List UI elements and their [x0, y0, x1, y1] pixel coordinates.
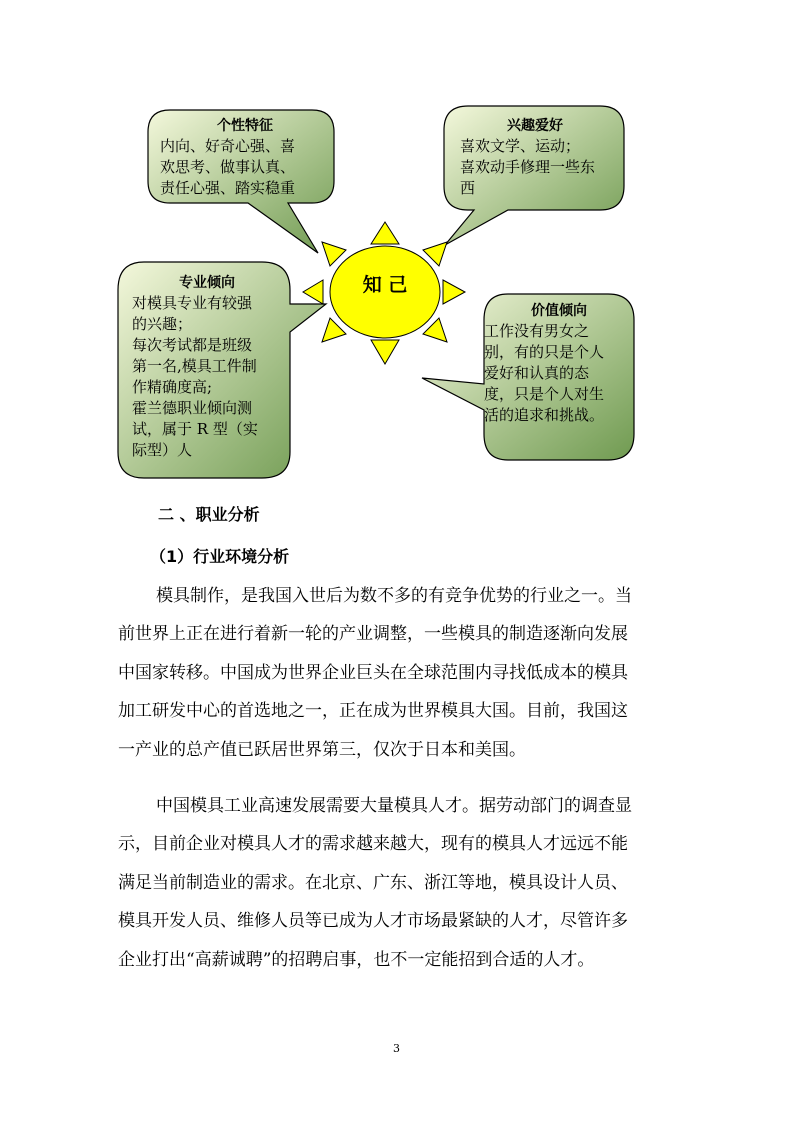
- value-line: 活的追求和挑战。: [484, 406, 605, 424]
- sun-ray-right: [443, 280, 465, 304]
- value-line: 工作没有男女之: [484, 322, 590, 340]
- sun-ray-top: [371, 222, 399, 244]
- major-line: 作精确度高;: [132, 378, 213, 396]
- self-knowledge-diagram: [0, 0, 793, 490]
- major-line: 对模具专业有较强: [132, 294, 253, 312]
- sun-ray-left: [303, 280, 323, 304]
- value-line: 爱好和认真的态: [484, 364, 590, 382]
- interest-title: 兴趣爱好: [507, 118, 563, 134]
- major-text: [132, 273, 282, 461]
- paragraph-line: 模具制作，是我国入世后为数不多的有竞争优势的行业之一。当: [156, 586, 632, 606]
- sub-heading: （1）行业环境分析: [150, 547, 290, 566]
- major-title: 专业倾向: [179, 275, 235, 291]
- paragraph-line: 示，目前企业对模具人才的需求越来越大，现有的模具人才远远不能: [118, 834, 628, 855]
- major-line: 霍兰德职业倾向测: [132, 399, 253, 417]
- personality-line: 内向、好奇心强、喜: [160, 137, 296, 155]
- value-text: [484, 301, 634, 426]
- paragraph-line: 模具开发人员、维修人员等已成为人才市场最紧缺的人才，尽管许多: [118, 911, 628, 932]
- major-line: 试，属于 R 型（实: [132, 420, 258, 438]
- personality-line: 欢思考、做事认真、: [160, 158, 296, 176]
- interest-line: 喜欢动手修理一些东: [460, 158, 596, 176]
- center-label: 知 己: [362, 274, 408, 296]
- paragraph-line: 中国模具工业高速发展需要大量模具人才。据劳动部门的调查显: [156, 796, 632, 816]
- interest-line: 喜欢文学、运动；: [460, 137, 581, 155]
- paragraph-line: 一产业的总产值已跃居世界第三，仅次于日本和美国。: [118, 739, 526, 760]
- personality-line: 责任心强、踏实稳重: [160, 179, 296, 197]
- value-title: 价值倾向: [531, 303, 587, 319]
- paragraph-line: 企业打出“高薪诚聘”的招聘启事，也不一定能招到合适的人才。: [118, 949, 595, 970]
- page-number: 3: [393, 1042, 400, 1055]
- value-line: 别，有的只是个人: [484, 343, 605, 361]
- value-line: 度，只是个人对生: [484, 385, 605, 403]
- paragraph-1: [118, 577, 678, 769]
- section-heading: 二 、职业分析: [158, 505, 260, 524]
- personality-text: [160, 116, 330, 199]
- paragraph-line: 中国家转移。中国成为世界企业巨头在全球范围内寻找低成本的模具: [118, 662, 628, 683]
- paragraph-line: 满足当前制造业的需求。在北京、广东、浙江等地，模具设计人员、: [118, 872, 628, 893]
- major-line: 每次考试都是班级: [132, 336, 253, 354]
- major-line: 第一名,模具工件制: [132, 357, 257, 375]
- interest-line: 西: [460, 179, 476, 197]
- paragraph-2: [118, 787, 678, 979]
- major-line: 际型）人: [132, 441, 193, 459]
- personality-title: 个性特征: [217, 118, 273, 134]
- sun-ray-bottom: [371, 340, 399, 364]
- paragraph-line: 前世界上正在进行着新一轮的产业调整，一些模具的制造逐渐向发展: [118, 624, 628, 645]
- paragraph-line: 加工研发中心的首选地之一，正在成为世界模具大国。目前，我国这: [118, 701, 628, 722]
- major-line: 的兴趣；: [132, 315, 193, 333]
- interest-text: [460, 116, 620, 199]
